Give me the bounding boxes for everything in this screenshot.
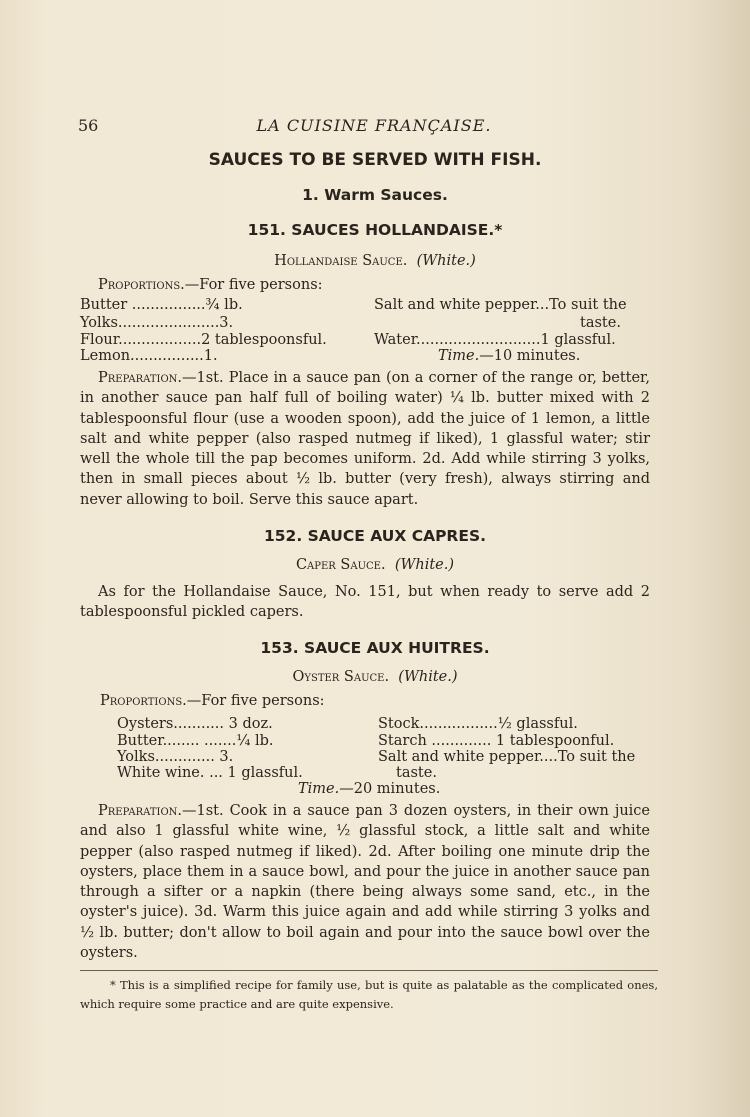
time-label: Time.	[298, 781, 340, 797]
recipe-152-color: (White.)	[394, 557, 455, 573]
ingredient-line: Water...........................1 glassful.	[374, 332, 616, 348]
footnote-divider	[80, 970, 658, 971]
recipe-151-preparation	[80, 368, 650, 510]
ingredient-line: Yolks......................3.	[80, 315, 234, 331]
recipe-151-english-name: Hollandaise Sauce.	[274, 253, 408, 269]
recipe-153-title: 153. SAUCE AUX HUITRES.	[260, 639, 490, 657]
ingredient-line: Salt and white pepper...To suit the	[374, 297, 627, 313]
ingredient-line: Oysters........... 3 doz.	[117, 716, 273, 732]
ingredient-line: taste.	[396, 765, 437, 781]
recipe-151-subtitle	[0, 253, 750, 269]
proportions-label: Proportions.	[100, 693, 187, 709]
recipe-152-subtitle	[0, 557, 750, 573]
recipe-153-english-name: Oyster Sauce.	[292, 669, 390, 685]
proportions-label: Proportions.	[98, 277, 185, 293]
ingredient-line: taste.	[580, 315, 621, 331]
preparation-text: —1st. Cook in a sauce pan 3 dozen oysters, in their own juice and also 1 glassful white wine, ½ glassful stock, a little salt and white pepper (also rasped nutmeg if liked). 2d. After boiling one minute drip the oysters, place them in a sauce bowl, and pour the juice in another sauce pan through a sifter or a napkin (there being always some sand, etc., in the oyster's juice). 3d. Warm this juice again and add while stirring 3 yolks and ½ lb. butter; don't allow to boil again and pour into the sauce bowl over the oysters.	[80, 803, 650, 962]
recipe-153-proportions	[100, 693, 325, 709]
recipe-152-english-name: Caper Sauce.	[295, 557, 386, 573]
ingredient-line: Flour..................2 tablespoonsful.	[80, 332, 327, 348]
ingredient-line: White wine. ... 1 glassful.	[117, 765, 303, 781]
preparation-label: Preparation.	[98, 803, 182, 819]
recipe-152-text: As for the Hollandaise Sauce, No. 151, but when ready to serve add 2 tablespoonsful pickled capers.	[80, 584, 650, 621]
ingredient-line: Butter ................¾ lb.	[80, 297, 243, 313]
recipe-151-time	[438, 348, 580, 364]
ingredient-line: Salt and white pepper....To suit the	[378, 749, 636, 765]
running-header	[78, 116, 670, 138]
recipe-151-title: 151. SAUCES HOLLANDAISE.*	[247, 221, 503, 239]
subsection-title: 1. Warm Sauces.	[302, 186, 448, 204]
ingredient-line: Lemon................1.	[80, 348, 218, 364]
section-title: SAUCES TO BE SERVED WITH FISH.	[208, 150, 542, 170]
recipe-153-color: (White.)	[398, 669, 458, 685]
recipe-151-color: (White.)	[416, 253, 476, 269]
preparation-text: —1st. Place in a sauce pan (on a corner of the range or, better, in another sauce pan half full of boiling water) ¼ lb. butter mixed with 2 tablespoonsful flour (use a wooden spoon), add the juice of 1 lemon, a little salt and white pepper (also rasped nutmeg if liked), 1 glassful water; stir well the whole till the pap becomes uniform. 2d. Add while stirring 3 yolks, then in small pieces about ½ lb. butter (very fresh), always stirring and never allowing to boil. Serve this sauce apart.	[80, 370, 650, 508]
time-value: —20 minutes.	[339, 781, 441, 797]
recipe-153-subtitle	[0, 669, 750, 685]
footnote: * This is a simplified recipe for family use, but is quite as palatable as the complicated ones, which require some practice and are quite expensive.	[80, 978, 658, 1011]
recipe-151-proportions	[98, 277, 323, 293]
proportions-text: —For five persons:	[186, 693, 325, 709]
running-title: LA CUISINE FRANÇAISE.	[256, 116, 492, 135]
ingredient-line: Yolks............. 3.	[117, 749, 234, 765]
time-value: —10 minutes.	[479, 348, 581, 364]
ingredient-line: Stock.................½ glassful.	[378, 716, 578, 732]
time-label: Time.	[438, 348, 480, 364]
preparation-label: Preparation.	[98, 370, 182, 386]
proportions-text: —For five persons:	[184, 277, 323, 293]
ingredient-line: Starch ............. 1 tablespoonful.	[378, 733, 615, 749]
page-number: 56	[78, 116, 99, 135]
ingredient-line: Butter........ .......¼ lb.	[117, 733, 274, 749]
recipe-153-time	[298, 781, 440, 797]
recipe-152-title: 152. SAUCE AUX CAPRES.	[263, 527, 487, 545]
recipe-153-preparation	[80, 801, 650, 963]
